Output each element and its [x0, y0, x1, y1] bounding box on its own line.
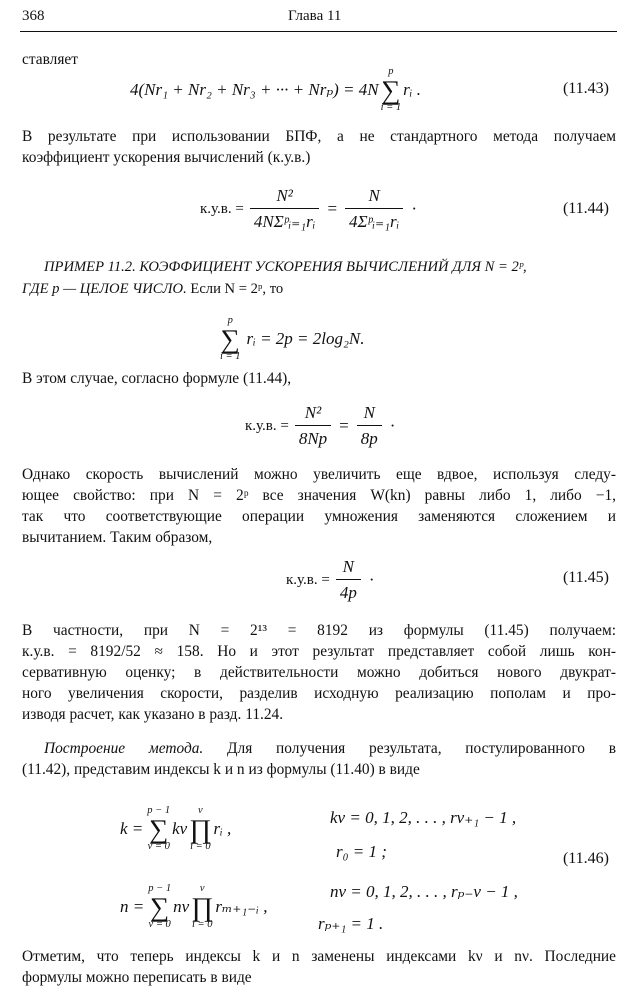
numerator: N² [304, 403, 322, 422]
dot: · [389, 416, 396, 435]
equation-n [120, 878, 267, 936]
paragraph-line: В частности, при N = 2¹³ = 8192 из формулы (11.45) получаем: [22, 622, 616, 639]
k-summand: kν [172, 819, 188, 838]
product-upper-limit: ν [199, 882, 205, 894]
example-heading-italic: ГДЕ p — ЦЕЛОЕ ЧИСЛО. [22, 281, 187, 297]
dot: · [411, 199, 418, 218]
paragraph-line: коэффициент ускорения вычислений (к.у.в.) [22, 149, 311, 166]
k-range: kν = 0, 1, 2, . . . , rν₊₁ − 1 , [330, 808, 517, 827]
paragraph-line: к.у.в. = 8192/52 ≈ 158. Но и этот результат представляет собой лишь кон- [22, 643, 616, 660]
k-product-term: rᵢ , [213, 819, 232, 838]
n-summand: nν [173, 897, 190, 916]
fraction [336, 557, 361, 603]
dot: · [368, 570, 375, 589]
paragraph-line: Однако скорость вычислений можно увеличить еще вдвое, используя следу- [22, 466, 616, 483]
page-number: 368 [22, 8, 45, 24]
product-lower-limit: i = 0 [191, 919, 213, 930]
numerator: N² [276, 186, 293, 205]
sum-upper-limit: p − 1 [147, 804, 171, 816]
product-upper-limit: ν [198, 804, 203, 816]
equals-sign: = [339, 416, 349, 435]
kuv-label: к.у.в. = [245, 417, 289, 434]
denominator: 8p [357, 425, 382, 449]
sum-upper-limit: p [388, 65, 394, 77]
sum-operator: p ∑ i = 1 [380, 65, 402, 113]
fraction [295, 403, 331, 449]
fraction [345, 186, 403, 232]
r0-condition: r₀ = 1 ; [336, 842, 387, 861]
paragraph-line: В этом случае, согласно формуле (11.44), [22, 370, 292, 387]
n-product-term: rₘ₊₁₋ᵢ , [215, 897, 268, 916]
equation-11-44 [200, 178, 417, 240]
sum-operator: p ∑ i = 1 [220, 314, 241, 362]
equals-sign: = [327, 199, 338, 218]
equation-number-11-43: (11.43) [562, 80, 609, 97]
paragraph-line: Отметим, что теперь индексы k и n заменены индексами kν и nν. Последние [22, 948, 616, 965]
kuv-label: к.у.в. = [286, 571, 330, 588]
sum-operator: p − 1 ∑ ν = 0 [147, 804, 171, 852]
equation-sum-r [218, 312, 365, 366]
paragraph-line: так что соответствующие операции умножения заменяются сложением и [22, 508, 616, 525]
eq-11-43-summand: rᵢ . [403, 80, 421, 99]
example-heading-line2 [22, 279, 283, 300]
fraction [250, 186, 320, 232]
sum-lower-limit: i = 1 [380, 102, 402, 113]
sum-lower-limit: ν = 0 [147, 841, 170, 852]
paragraph-text: Для получения результата, постулированного в [203, 740, 617, 757]
paragraph-line: ющее свойство: при N = 2ᵖ все значения W(kn) равны либо 1, либо −1, [22, 487, 616, 504]
sum-operator: p − 1 ∑ ν = 0 [148, 882, 172, 930]
denominator: 4Σᵖᵢ₌₁rᵢ [345, 208, 403, 232]
paragraph-line: сервативную оценку; в действительности можно добиться нового двукрат- [22, 664, 616, 681]
k-lhs: k = [120, 819, 144, 838]
example-heading: ПРИМЕР 11.2. КОЭФФИЦИЕНТ УСКОРЕНИЯ ВЫЧИСЛЕНИЙ ДЛЯ N = 2ᵖ, [44, 259, 527, 275]
n-range: nν = 0, 1, 2, . . . , rₚ₋ν − 1 , [330, 882, 518, 901]
equation-11-43 [130, 64, 421, 116]
denominator: 8Np [295, 425, 331, 449]
product-operator: ν ∏ i = 0 [191, 882, 214, 930]
example-heading-plain: Если N = 2ᵖ, то [186, 281, 284, 297]
product-operator: ν ∏ i = 0 [189, 804, 212, 852]
sum-upper-limit: p − 1 [148, 882, 172, 894]
rp1-condition: rₚ₊₁ = 1 . [318, 914, 384, 933]
numerator: N [363, 403, 375, 422]
numerator: N [368, 186, 380, 205]
intro-word: ставляет [22, 51, 78, 68]
paragraph-line: формулы можно переписать в виде [22, 969, 252, 986]
sum-upper-limit: p [227, 314, 233, 326]
equation-number-11-46: (11.46) [562, 850, 609, 867]
sum-r-rhs: rᵢ = 2p = 2log₂N. [246, 329, 365, 348]
paragraph-line: ного увеличения скорости, разделив исходную реализацию пополам и про- [22, 685, 616, 702]
paragraph-line: изводя расчет, как указано в разд. 11.24. [22, 706, 284, 723]
section-lead: Построение метода. [44, 740, 204, 757]
numerator: N [342, 557, 354, 576]
paragraph-line: В результате при использовании БПФ, а не стандартного метода получаем [22, 128, 616, 145]
sum-lower-limit: i = 1 [220, 351, 241, 362]
paragraph-line [44, 738, 616, 759]
chapter-title: Глава 11 [288, 8, 342, 24]
product-lower-limit: i = 0 [190, 841, 211, 852]
denominator: 4p [336, 579, 361, 603]
denominator: 4NΣᵖᵢ₌₁rᵢ [250, 208, 320, 232]
paragraph-line: вычитанием. Таким образом, [22, 529, 213, 546]
paragraph-line: (11.42), представим индексы k и n из формулы (11.40) в виде [22, 761, 420, 778]
equation-kuv-8p [245, 398, 395, 454]
equation-k [120, 800, 231, 858]
n-lhs: n = [120, 897, 145, 916]
equation-number-11-44: (11.44) [562, 200, 609, 217]
equation-number-11-45: (11.45) [562, 569, 609, 586]
kuv-label: к.у.в. = [200, 200, 244, 217]
fraction [357, 403, 382, 449]
equation-11-45 [286, 552, 375, 608]
eq-11-43-lhs: 4(Nr₁ + Nr₂ + Nr₃ + ··· + Nrₚ) = 4N [130, 80, 379, 99]
sum-lower-limit: ν = 0 [148, 919, 171, 930]
header-rule [20, 31, 617, 32]
